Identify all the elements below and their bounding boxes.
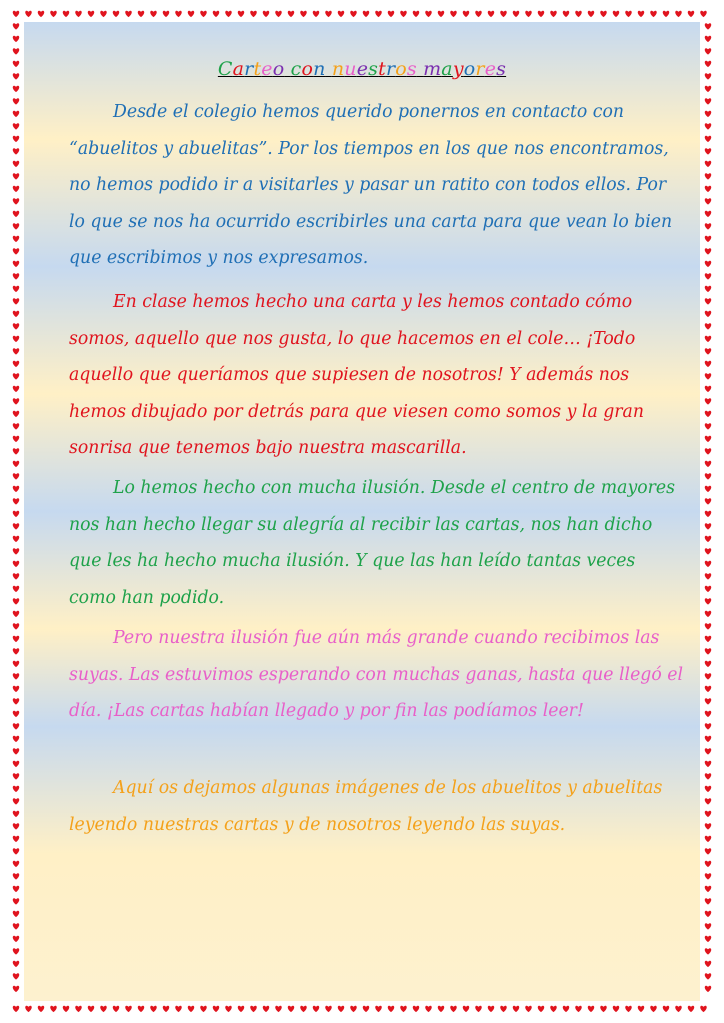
heart-icon <box>705 448 712 454</box>
heart-icon <box>363 1006 370 1012</box>
heart-icon <box>275 1006 282 1012</box>
heart-icon <box>13 273 20 279</box>
heart-icon <box>100 1006 107 1012</box>
heart-icon <box>338 1006 345 1012</box>
heart-icon <box>705 736 712 742</box>
heart-icon <box>288 1006 295 1012</box>
heart-icon <box>188 1006 195 1012</box>
heart-icon <box>705 23 712 29</box>
heart-icon <box>13 461 20 467</box>
heart-icon <box>613 11 620 17</box>
heart-icon <box>13 498 20 504</box>
heart-icon <box>13 861 20 867</box>
heart-icon <box>705 136 712 142</box>
heart-icon <box>525 11 532 17</box>
heart-icon <box>705 536 712 542</box>
heart-icon <box>138 11 145 17</box>
paragraph-2: En clase hemos hecho una carta y les hemos contado cómo somos, aquello que nos gusta, lo que hacemos en el cole… ¡Todo aquello que queríamos que supiesen de nosotros! Y además nos hemos dibujado por detrás para que viesen como somos y la gran sonrisa que tenemos bajo nuestra mascarilla. <box>69 292 644 458</box>
heart-icon <box>13 548 20 554</box>
heart-icon <box>400 1006 407 1012</box>
heart-icon <box>13 723 20 729</box>
heart-icon <box>705 711 712 717</box>
heart-icon <box>13 348 20 354</box>
heart-icon <box>13 423 20 429</box>
heart-icon <box>13 323 20 329</box>
heart-icon <box>588 1006 595 1012</box>
heart-icon <box>13 798 20 804</box>
heart-icon <box>238 11 245 17</box>
heart-icon <box>213 1006 220 1012</box>
heart-icon <box>13 986 20 992</box>
heart-icon <box>13 611 20 617</box>
heart-icon <box>13 198 20 204</box>
heart-icon <box>705 611 712 617</box>
heart-icon <box>250 11 257 17</box>
heart-icon <box>25 1006 32 1012</box>
heart-icon <box>705 286 712 292</box>
heart-icon <box>13 61 20 67</box>
heart-icon <box>75 1006 82 1012</box>
heart-icon <box>313 1006 320 1012</box>
heart-icon <box>705 573 712 579</box>
heart-icon <box>463 11 470 17</box>
heart-icon <box>13 298 20 304</box>
heart-icon <box>13 811 20 817</box>
heart-icon <box>705 873 712 879</box>
heart-icon <box>563 11 570 17</box>
heart-icon <box>13 123 20 129</box>
heart-icon <box>705 836 712 842</box>
heart-icon <box>250 1006 257 1012</box>
heart-icon <box>705 811 712 817</box>
heart-icon <box>705 823 712 829</box>
heart-icon <box>705 423 712 429</box>
heart-icon <box>625 1006 632 1012</box>
heart-icon <box>163 11 170 17</box>
heart-icon <box>705 936 712 942</box>
heart-icon <box>13 11 20 17</box>
heart-icon <box>125 11 132 17</box>
heart-icon <box>200 11 207 17</box>
heart-icon <box>705 761 712 767</box>
heart-icon <box>563 1006 570 1012</box>
heart-icon <box>13 361 20 367</box>
heart-icon <box>100 11 107 17</box>
heart-icon <box>13 698 20 704</box>
heart-icon <box>13 786 20 792</box>
heart-icon <box>705 173 712 179</box>
heart-icon <box>13 886 20 892</box>
heart-icon <box>663 11 670 17</box>
heart-icon <box>705 748 712 754</box>
heart-icon <box>13 623 20 629</box>
heart-icon <box>113 11 120 17</box>
heart-icon <box>650 1006 657 1012</box>
heart-icon <box>638 11 645 17</box>
heart-icon <box>488 1006 495 1012</box>
heart-icon <box>175 11 182 17</box>
heart-icon <box>13 448 20 454</box>
heart-icon <box>300 11 307 17</box>
heart-icon <box>125 1006 132 1012</box>
paragraph-3: Lo hemos hecho con mucha ilusión. Desde el centro de mayores nos han hecho llegar su alegría al recibir las cartas, nos han dicho que les ha hecho mucha ilusión. Y que las han leído tantas veces como han podido. <box>69 478 675 608</box>
heart-icon <box>400 11 407 17</box>
heart-icon <box>705 361 712 367</box>
heart-icon <box>13 48 20 54</box>
heart-icon <box>705 661 712 667</box>
heart-icon <box>13 86 20 92</box>
heart-icon <box>13 411 20 417</box>
heart-icon <box>413 1006 420 1012</box>
heart-icon <box>705 348 712 354</box>
heart-icon <box>705 73 712 79</box>
heart-icon <box>550 1006 557 1012</box>
heart-icon <box>163 1006 170 1012</box>
heart-icon <box>705 698 712 704</box>
heart-icon <box>705 786 712 792</box>
paragraph-1: Desde el colegio hemos querido ponernos en contacto con “abuelitos y abuelitas”. Por los tiempos en los que nos encontramos, no hemos podido ir a visitarles y pasar un ratito con todos ellos. Por lo que se nos ha ocurrido escribirles una carta para que vean lo bien que escribimos y nos expresamos. <box>69 102 673 268</box>
heart-icon <box>13 136 20 142</box>
heart-icon <box>450 11 457 17</box>
page-title-text: Carteo con nuestros mayores <box>217 58 507 80</box>
heart-icon <box>613 1006 620 1012</box>
heart-icon <box>13 36 20 42</box>
heart-icon <box>705 586 712 592</box>
heart-icon <box>425 1006 432 1012</box>
heart-icon <box>263 11 270 17</box>
heart-icon <box>188 11 195 17</box>
heart-icon <box>13 898 20 904</box>
heart-icon <box>488 11 495 17</box>
heart-icon <box>13 1006 20 1012</box>
heart-icon <box>705 323 712 329</box>
heart-icon <box>705 461 712 467</box>
heart-icon <box>705 261 712 267</box>
heart-icon <box>588 11 595 17</box>
heart-icon <box>705 298 712 304</box>
heart-icon <box>705 36 712 42</box>
heart-icon <box>38 1006 45 1012</box>
heart-icon <box>705 123 712 129</box>
heart-icon <box>705 623 712 629</box>
heart-icon <box>705 111 712 117</box>
heart-icon <box>438 11 445 17</box>
heart-icon <box>338 11 345 17</box>
heart-icon <box>705 523 712 529</box>
heart-icon <box>705 373 712 379</box>
heart-icon <box>13 598 20 604</box>
heart-icon <box>13 386 20 392</box>
heart-icon <box>350 11 357 17</box>
heart-icon <box>705 161 712 167</box>
paragraph-4: Pero nuestra ilusión fue aún más grande cuando recibimos las suyas. Las estuvimos esperando con muchas ganas, hasta que llegó el día. ¡Las cartas habían llegado y por fin las podíamos leer! <box>69 628 684 721</box>
heart-icon <box>475 11 482 17</box>
heart-icon <box>705 98 712 104</box>
heart-icon <box>705 798 712 804</box>
heart-icon <box>705 886 712 892</box>
heart-icon <box>13 773 20 779</box>
heart-icon <box>705 86 712 92</box>
heart-icon <box>463 1006 470 1012</box>
heart-icon <box>13 398 20 404</box>
heart-icon <box>13 686 20 692</box>
heart-icon <box>538 11 545 17</box>
heart-icon <box>705 148 712 154</box>
heart-icon <box>500 11 507 17</box>
heart-icon <box>13 511 20 517</box>
heart-icon <box>13 248 20 254</box>
heart-icon <box>13 373 20 379</box>
heart-icon <box>13 536 20 542</box>
heart-icon <box>705 386 712 392</box>
paragraph-5: Aquí os dejamos algunas imágenes de los abuelitos y abuelitas leyendo nuestras cartas y de nosotros leyendo las suyas. <box>69 778 663 835</box>
heart-icon <box>13 286 20 292</box>
heart-icon <box>13 973 20 979</box>
heart-icon <box>13 336 20 342</box>
heart-icon <box>705 436 712 442</box>
heart-icon <box>705 848 712 854</box>
heart-icon <box>13 873 20 879</box>
document-page <box>24 22 700 1001</box>
heart-icon <box>705 911 712 917</box>
heart-icon <box>13 223 20 229</box>
heart-icon <box>705 986 712 992</box>
heart-icon <box>513 1006 520 1012</box>
heart-icon <box>705 723 712 729</box>
heart-icon <box>705 673 712 679</box>
heart-icon <box>705 636 712 642</box>
heart-icon <box>363 11 370 17</box>
heart-icon <box>63 11 70 17</box>
heart-icon <box>13 561 20 567</box>
heart-icon <box>13 23 20 29</box>
heart-icon <box>705 223 712 229</box>
heart-icon <box>13 961 20 967</box>
heart-icon <box>13 573 20 579</box>
heart-icon <box>705 498 712 504</box>
heart-icon <box>375 11 382 17</box>
heart-icon <box>238 1006 245 1012</box>
heart-icon <box>75 11 82 17</box>
heart-icon <box>300 1006 307 1012</box>
heart-icon <box>650 11 657 17</box>
heart-icon <box>575 11 582 17</box>
heart-icon <box>705 548 712 554</box>
heart-icon <box>325 1006 332 1012</box>
page-frame <box>10 8 714 1015</box>
heart-icon <box>705 598 712 604</box>
heart-icon <box>663 1006 670 1012</box>
heart-icon <box>13 761 20 767</box>
heart-icon <box>288 11 295 17</box>
heart-icon <box>213 11 220 17</box>
heart-icon <box>13 486 20 492</box>
heart-icon <box>538 1006 545 1012</box>
heart-icon <box>275 11 282 17</box>
heart-icon <box>638 1006 645 1012</box>
heart-icon <box>263 1006 270 1012</box>
heart-icon <box>175 1006 182 1012</box>
heart-icon <box>13 673 20 679</box>
heart-icon <box>13 161 20 167</box>
heart-icon <box>705 923 712 929</box>
heart-icon <box>450 1006 457 1012</box>
heart-icon <box>13 148 20 154</box>
page-title <box>24 58 700 80</box>
heart-icon <box>13 98 20 104</box>
heart-icon <box>700 11 707 17</box>
heart-icon <box>113 1006 120 1012</box>
heart-icon <box>13 648 20 654</box>
heart-icon <box>13 636 20 642</box>
heart-icon <box>705 473 712 479</box>
heart-icon <box>705 961 712 967</box>
heart-icon <box>705 336 712 342</box>
heart-icon <box>13 311 20 317</box>
heart-icon <box>705 948 712 954</box>
heart-icon <box>13 586 20 592</box>
heart-icon <box>88 11 95 17</box>
heart-icon <box>13 936 20 942</box>
heart-icon <box>475 1006 482 1012</box>
heart-icon <box>600 11 607 17</box>
heart-icon <box>63 1006 70 1012</box>
heart-icon <box>675 1006 682 1012</box>
heart-icon <box>50 1006 57 1012</box>
heart-icon <box>705 773 712 779</box>
heart-icon <box>13 473 20 479</box>
heart-icon <box>705 61 712 67</box>
heart-icon <box>705 411 712 417</box>
heart-icon <box>705 198 712 204</box>
heart-icon <box>13 923 20 929</box>
heart-icon <box>705 211 712 217</box>
heart-icon <box>225 11 232 17</box>
heart-icon <box>700 1006 707 1012</box>
heart-icon <box>13 236 20 242</box>
heart-icon <box>13 211 20 217</box>
heart-icon <box>625 11 632 17</box>
heart-icon <box>705 973 712 979</box>
heart-icon <box>13 836 20 842</box>
heart-icon <box>13 948 20 954</box>
heart-icon <box>705 248 712 254</box>
heart-icon <box>705 273 712 279</box>
heart-icon <box>705 686 712 692</box>
heart-icon <box>513 11 520 17</box>
heart-icon <box>525 1006 532 1012</box>
heart-icon <box>25 11 32 17</box>
heart-icon <box>438 1006 445 1012</box>
heart-icon <box>675 11 682 17</box>
heart-icon <box>325 11 332 17</box>
heart-icon <box>13 711 20 717</box>
heart-icon <box>225 1006 232 1012</box>
heart-icon <box>200 1006 207 1012</box>
heart-icon <box>705 486 712 492</box>
heart-icon <box>13 661 20 667</box>
heart-icon <box>388 11 395 17</box>
heart-icon <box>38 11 45 17</box>
heart-icon <box>13 736 20 742</box>
heart-icon <box>150 11 157 17</box>
heart-icon <box>13 261 20 267</box>
heart-icon <box>13 173 20 179</box>
heart-icon <box>575 1006 582 1012</box>
heart-icon <box>88 1006 95 1012</box>
heart-icon <box>550 11 557 17</box>
heart-icon <box>705 861 712 867</box>
heart-icon <box>705 186 712 192</box>
heart-icon <box>13 911 20 917</box>
heart-icon <box>13 436 20 442</box>
heart-icon <box>13 111 20 117</box>
heart-icon <box>600 1006 607 1012</box>
heart-icon <box>13 748 20 754</box>
heart-icon <box>13 848 20 854</box>
heart-icon <box>313 11 320 17</box>
heart-icon <box>50 11 57 17</box>
heart-icon <box>388 1006 395 1012</box>
heart-icon <box>705 311 712 317</box>
heart-icon <box>13 823 20 829</box>
heart-icon <box>350 1006 357 1012</box>
heart-icon <box>500 1006 507 1012</box>
heart-icon <box>688 1006 695 1012</box>
heart-icon <box>413 11 420 17</box>
heart-icon <box>705 648 712 654</box>
heart-icon <box>13 73 20 79</box>
heart-icon <box>705 511 712 517</box>
heart-icon <box>705 48 712 54</box>
heart-icon <box>375 1006 382 1012</box>
heart-icon <box>705 561 712 567</box>
heart-icon <box>138 1006 145 1012</box>
heart-icon <box>425 11 432 17</box>
heart-icon <box>150 1006 157 1012</box>
heart-icon <box>705 898 712 904</box>
heart-icon <box>688 11 695 17</box>
heart-icon <box>705 398 712 404</box>
heart-icon <box>13 523 20 529</box>
heart-icon <box>13 186 20 192</box>
heart-icon <box>705 236 712 242</box>
